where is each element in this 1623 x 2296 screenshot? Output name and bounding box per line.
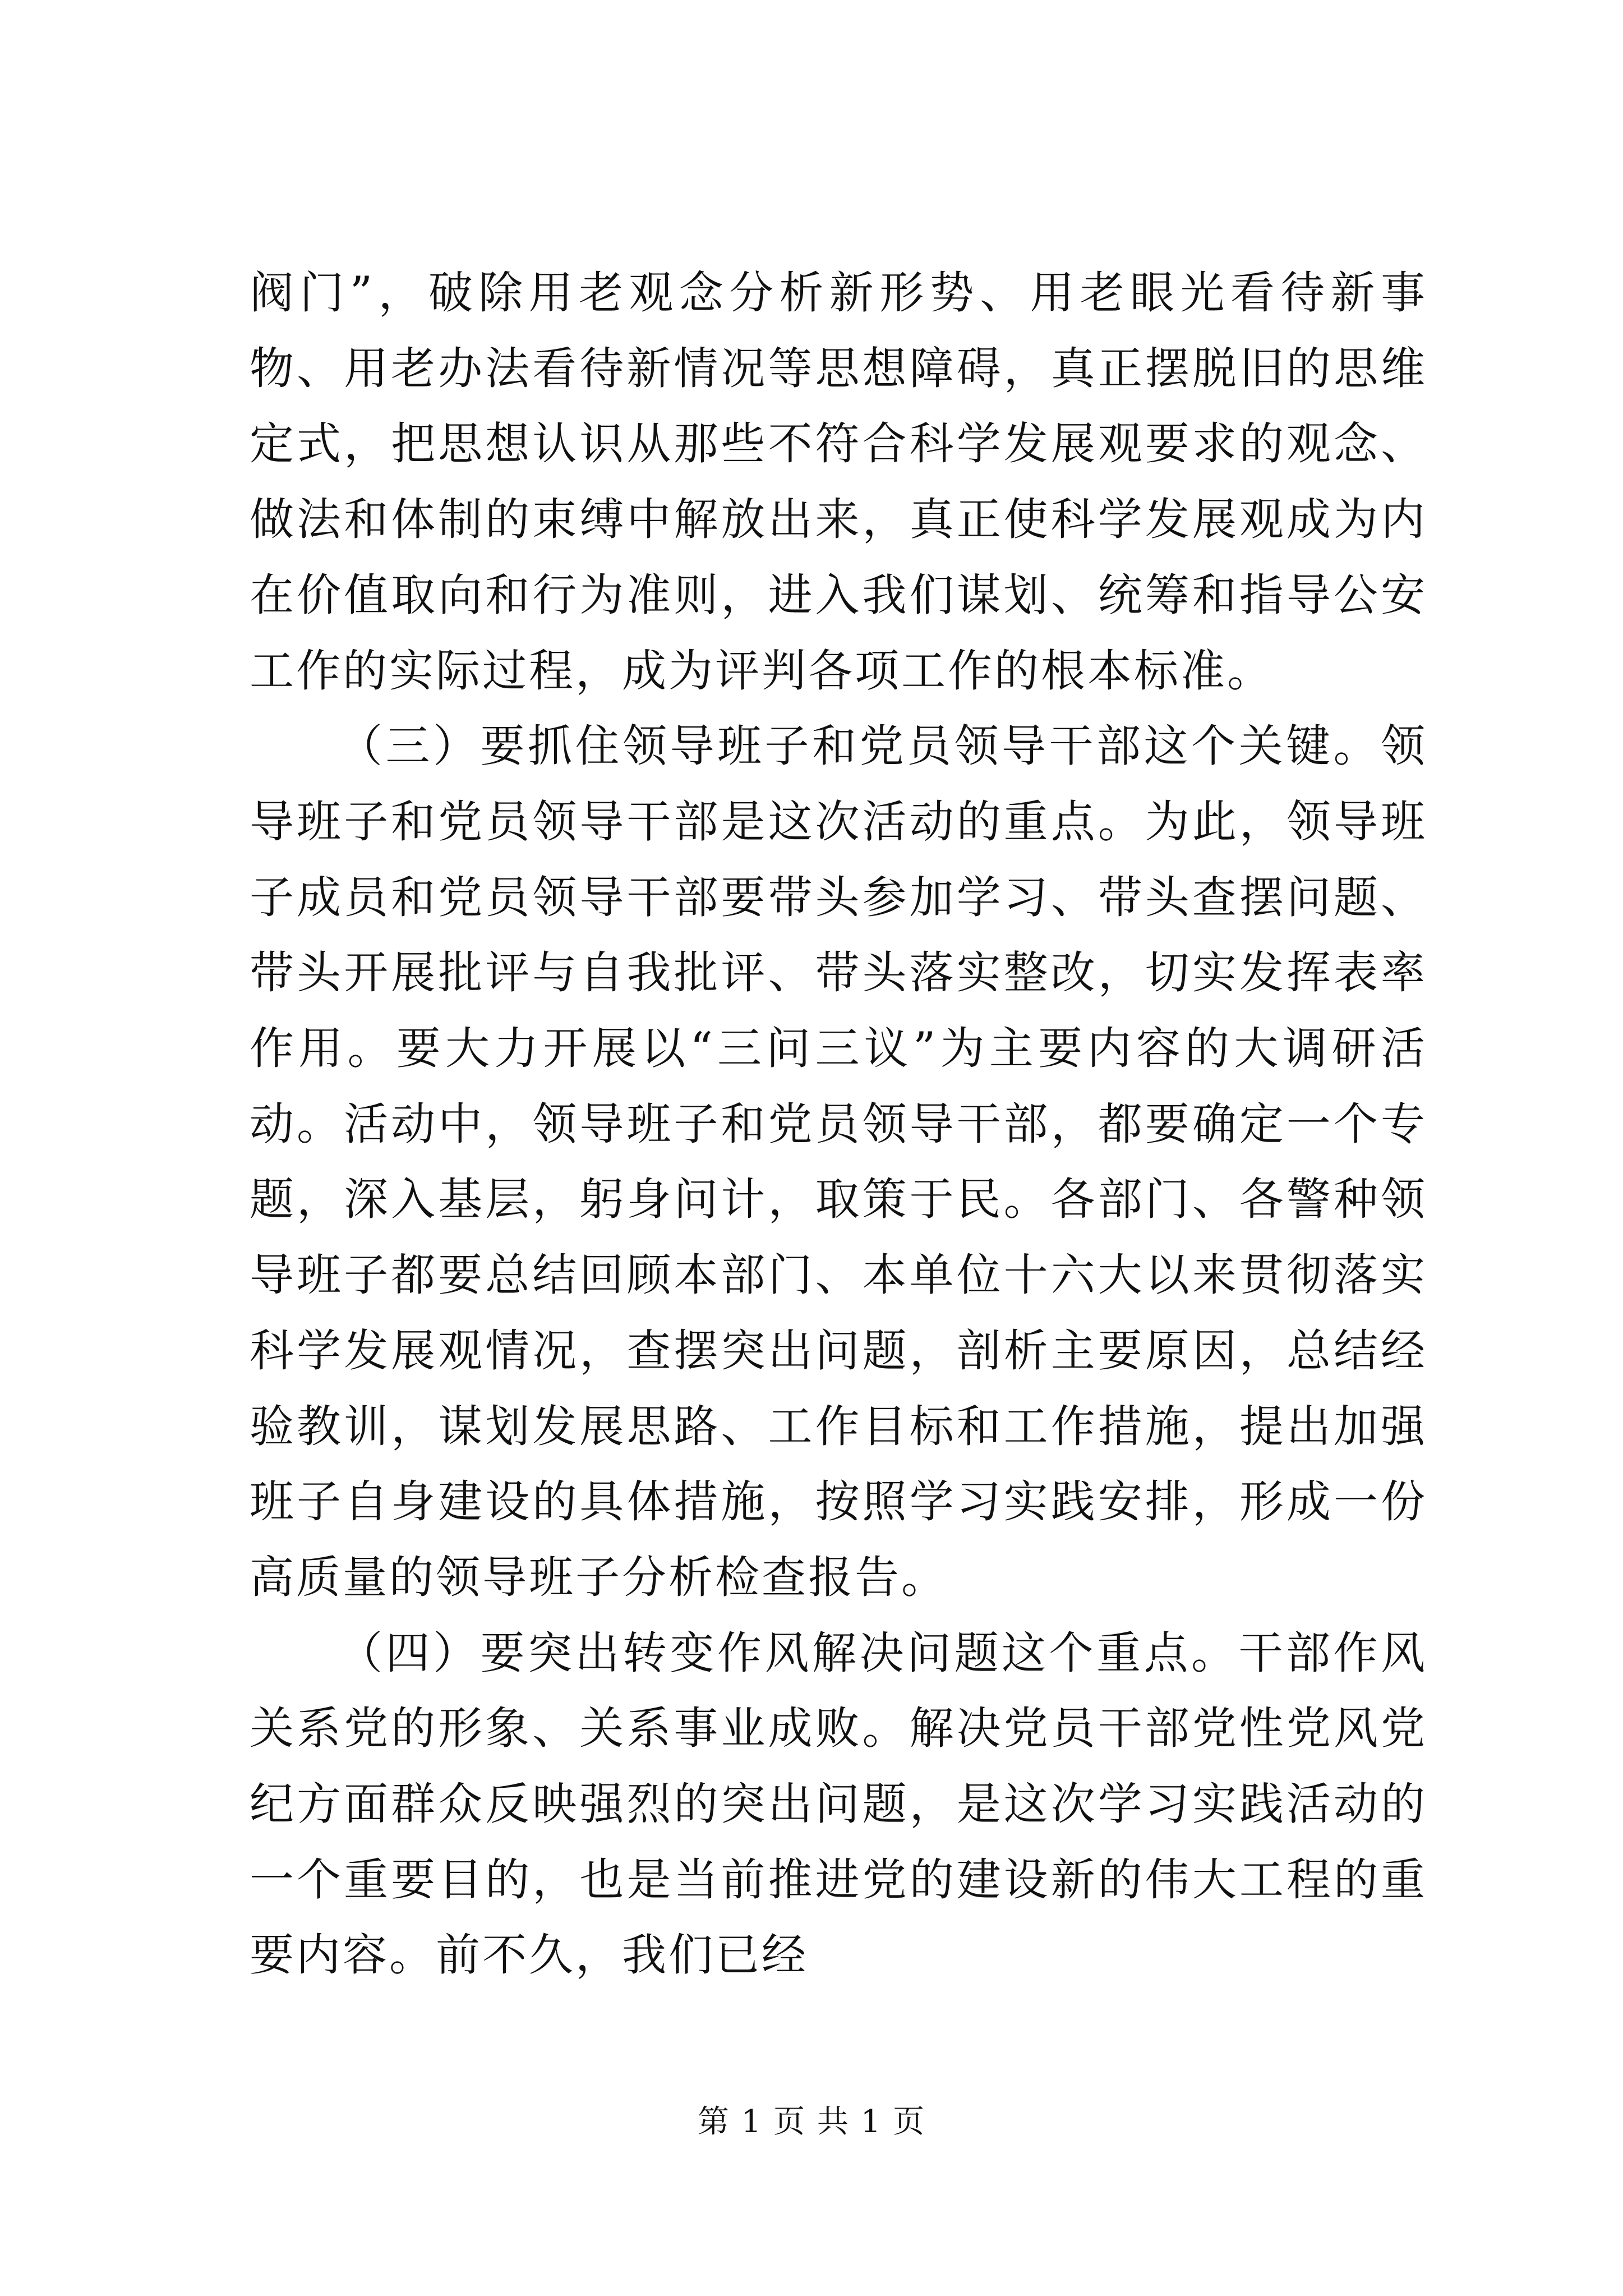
document-body [250, 255, 1427, 1993]
paragraph-section-four: （四）要突出转变作风解决问题这个重点。干部作风关系党的形象、关系事业成败。解决党员干部党性党风党纪方面群众反映强烈的突出问题，是这次学习实践活动的一个重要目的，也是当前推进党的建设新的伟大工程的重要内容。前不久，我们已经 [250, 1627, 1427, 1981]
page-footer: 第 1 页 共 1 页 [697, 2104, 926, 2140]
paragraph-section-three: （三）要抓住领导班子和党员领导干部这个关键。领导班子和党员领导干部是这次活动的重点。为此，领导班子成员和党员领导干部要带头参加学习、带头查摆问题、带头开展批评与自我批评、带头落实整改，切实发挥表率作用。要大力开展以“三问三议”为主要内容的大调研活动。活动中，领导班子和党员领导干部，都要确定一个专题，深入基层，躬身问计，取策于民。各部门、各警种领导班子都要总结回顾本部门、本单位十六大以来贯彻落实科学发展观情况，查摆突出问题，剖析主要原因，总结经验教训，谋划发展思路、工作目标和工作措施，提出加强班子自身建设的具体措施，按照学习实践安排，形成一份高质量的领导班子分析检查报告。 [250, 720, 1427, 1603]
paragraph-continuation: 阀门”，破除用老观念分析新形势、用老眼光看待新事物、用老办法看待新情况等思想障碍，真正摆脱旧的思维定式，把思想认识从那些不符合科学发展观要求的观念、做法和体制的束缚中解放出来，真正使科学发展观成为内在价值取向和行为准则，进入我们谋划、统筹和指导公安工作的实际过程，成为评判各项工作的根本标准。 [250, 267, 1427, 697]
